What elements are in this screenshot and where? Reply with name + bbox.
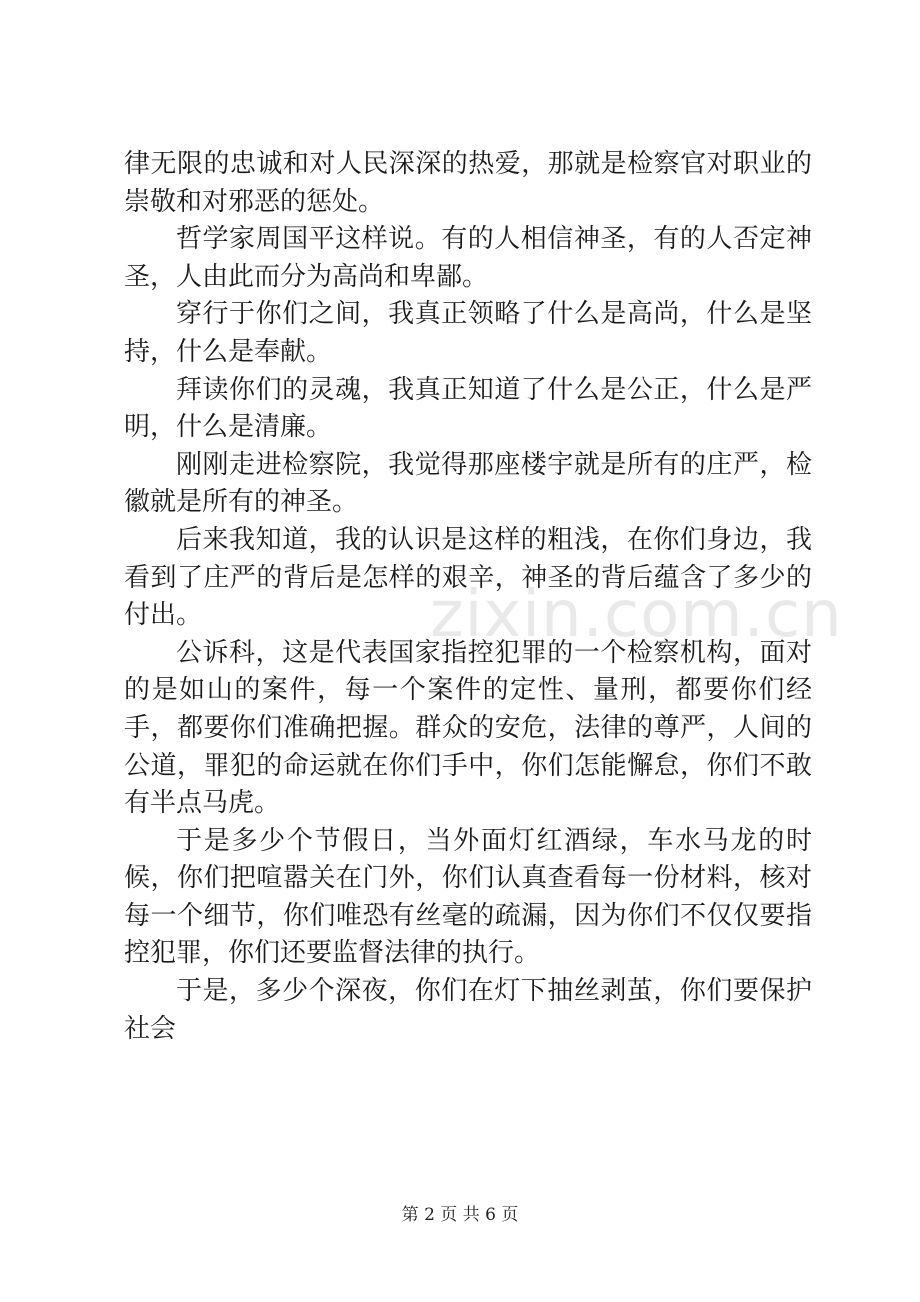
paragraph-1: 律无限的忠诚和对人民深深的热爱，那就是检察官对职业的崇敬和对邪恶的惩处。	[124, 149, 812, 217]
paragraph-5: 刚刚走进检察院，我觉得那座楼宇就是所有的庄严，检徽就是所有的神圣。	[124, 449, 812, 518]
paragraph-2: 哲学家周国平这样说。有的人相信神圣，有的人否定神圣，人由此而分为高尚和卑鄙。	[124, 224, 812, 292]
paragraph-8: 于是多少个节假日，当外面灯红酒绿，车水马龙的时候，你们把喧嚣关在门外，你们认真查看每一份材料，核对每一个细节，你们唯恐有丝毫的疏漏，因为你们不仅仅要指控犯罪，你们还要监督法律的执行。	[124, 825, 812, 969]
document-body	[124, 146, 812, 1048]
paragraph-4: 拜读你们的灵魂，我真正知道了什么是公正，什么是严明，什么是清廉。	[124, 374, 812, 443]
paragraph-9: 于是，多少个深夜，你们在灯下抽丝剥茧，你们要保护社会	[124, 976, 812, 1044]
paragraph-7: 公诉科，这是代表国家指控犯罪的一个检察机构，面对的是如山的案件，每一个案件的定性、量刑，都要你们经手，都要你们准确把握。群众的安危，法律的尊严，人间的公道，罪犯的命运就在你们手中，你们怎能懈怠，你们不敢有半点马虎。	[124, 637, 812, 819]
paragraph-3: 穿行于你们之间，我真正领略了什么是高尚，什么是坚持，什么是奉献。	[124, 299, 812, 367]
paragraph-6: 后来我知道，我的认识是这样的粗浅，在你们身边，我看到了庄严的背后是怎样的艰辛，神圣的背后蕴含了多少的付出。	[124, 524, 812, 631]
page-footer: 第 2 页 共 6 页	[401, 1205, 519, 1225]
watermark: zixin.com.cn	[430, 578, 843, 652]
